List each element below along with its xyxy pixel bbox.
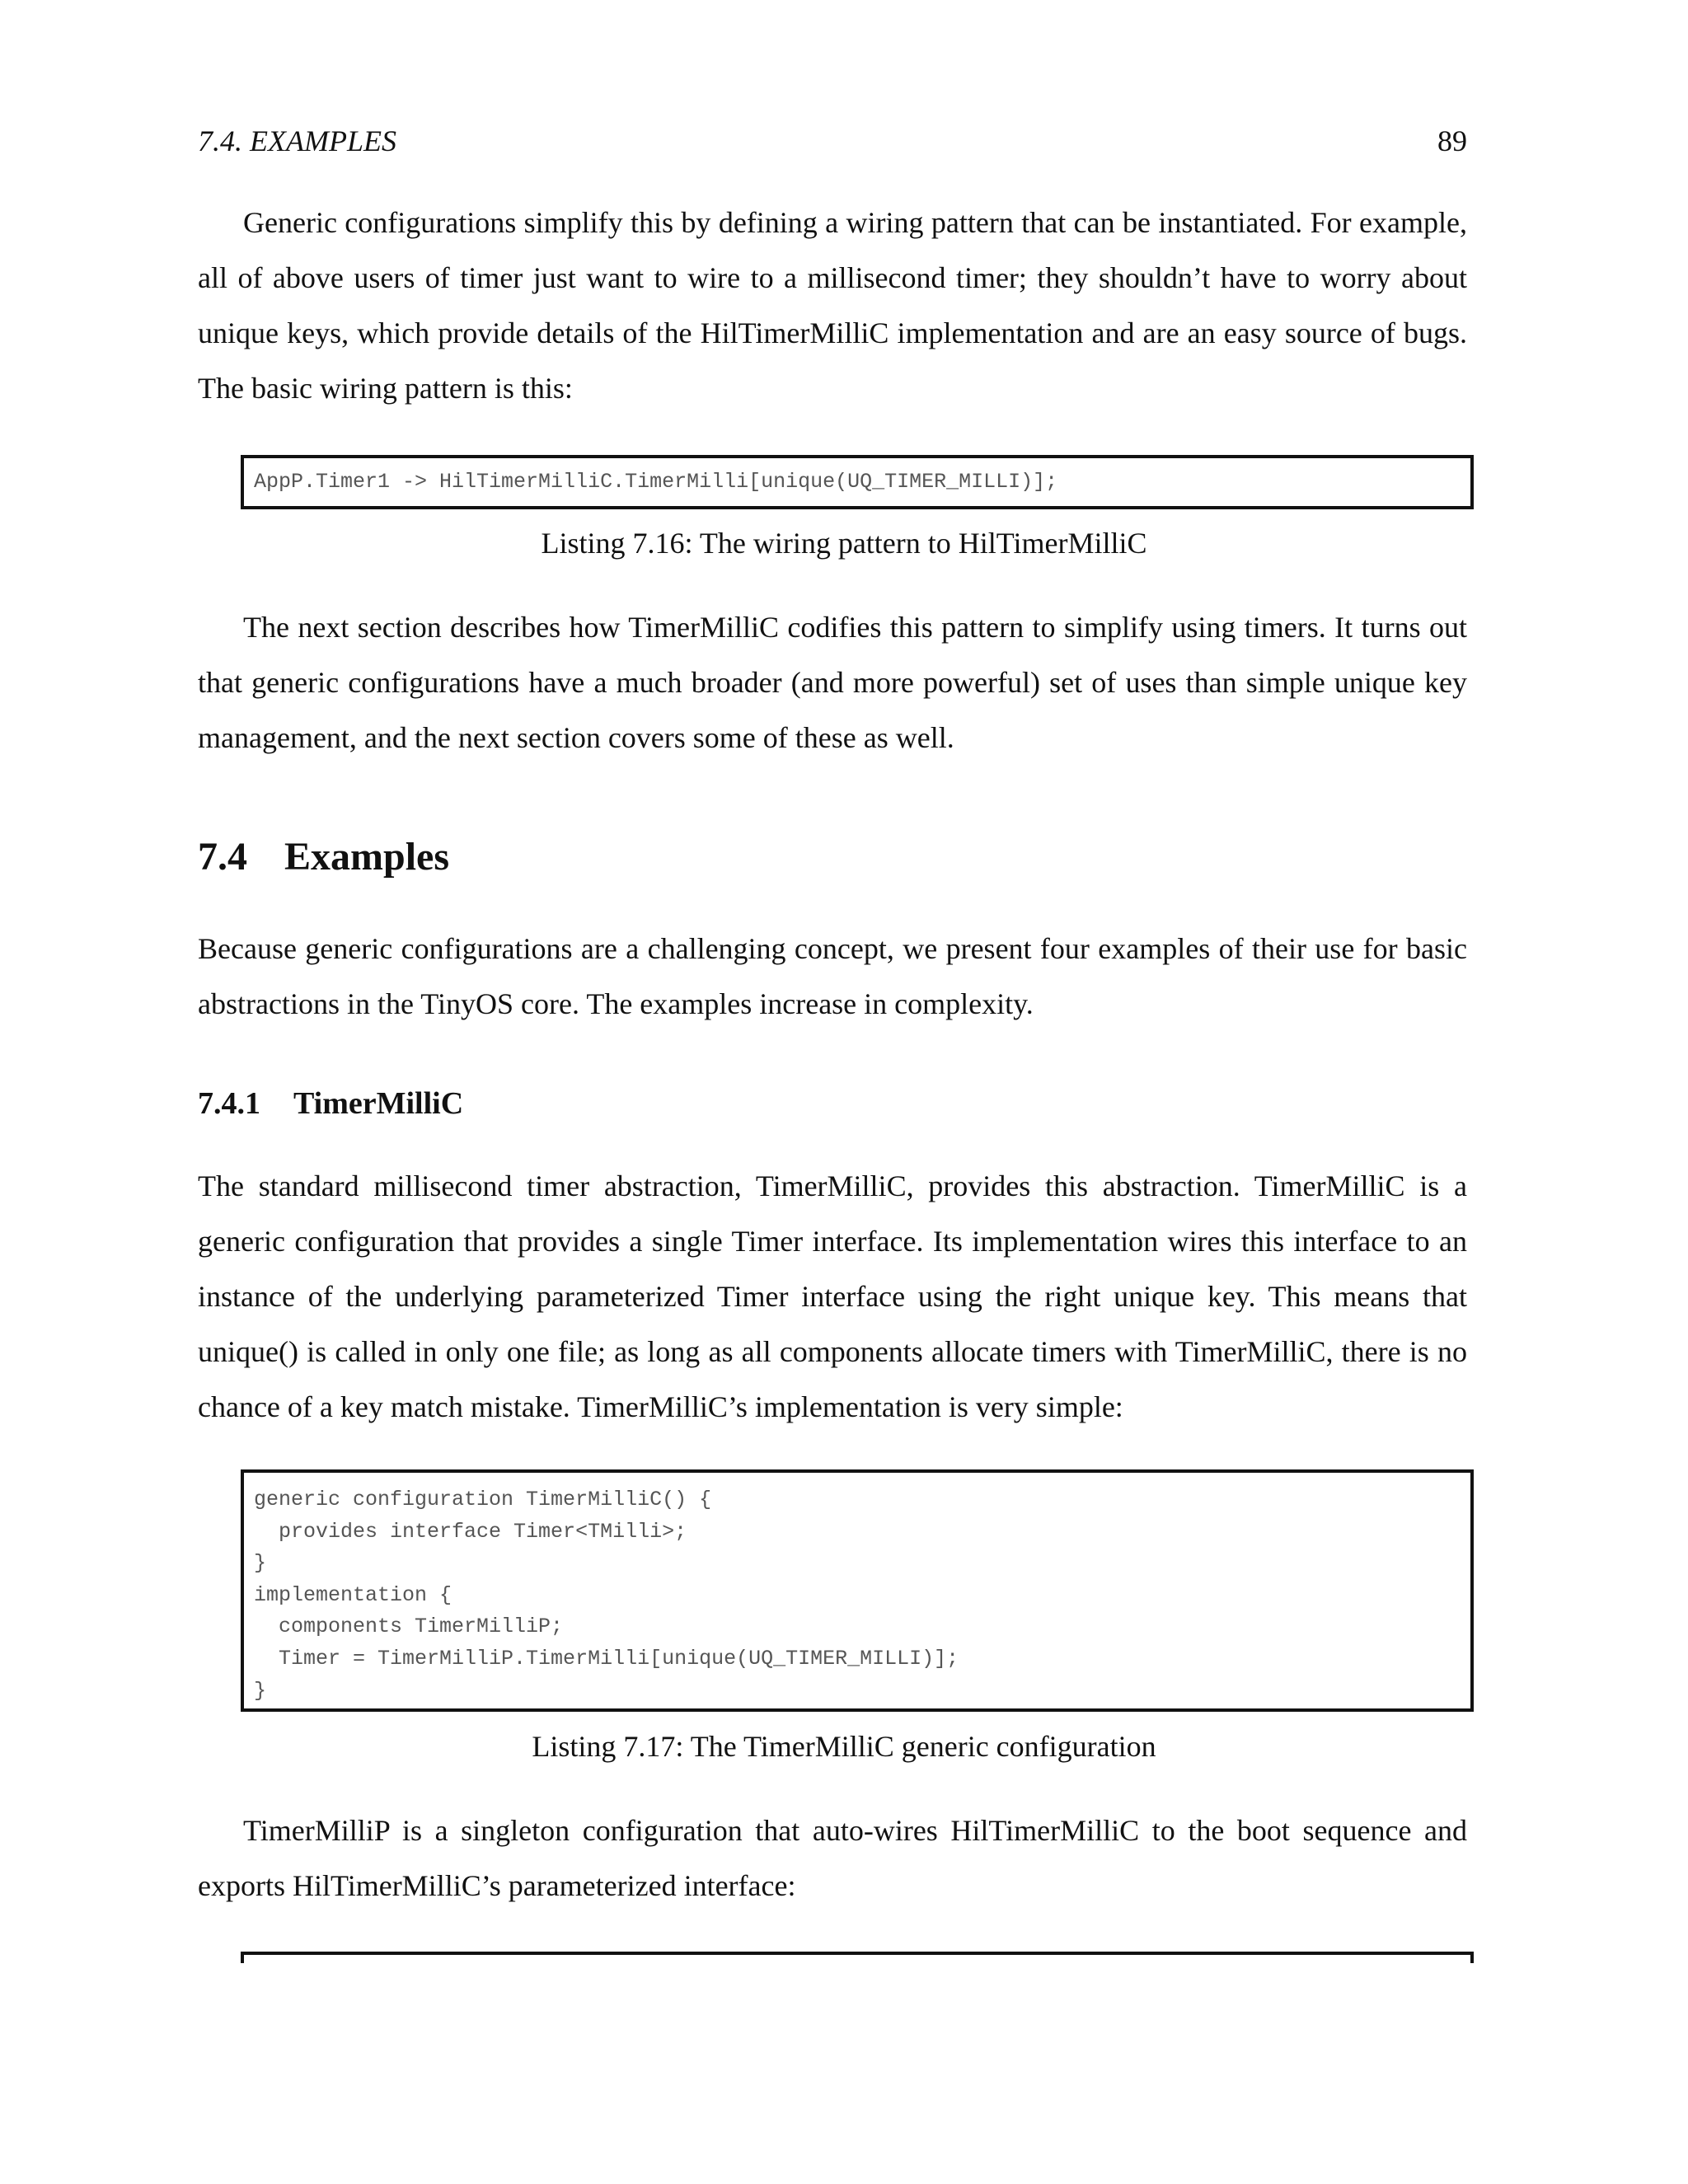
section-heading-7-4	[198, 834, 449, 879]
code-line: AppP.Timer1 -> HilTimerMilliC.TimerMilli[unique(UQ_TIMER_MILLI)];	[254, 470, 1058, 494]
section-title: Examples	[284, 835, 450, 879]
paragraph-next-section: The next section describes how TimerMilliC codifies this pattern to simplify using timers. It turns out that generic configurations have a much broader (and more powerful) set of uses than simple unique key management, and the next section covers some of these as well.	[198, 611, 1467, 754]
code-line: }	[254, 1551, 267, 1576]
code-listing-continuation	[241, 1952, 1474, 1963]
code-listing-7-16	[241, 455, 1474, 509]
code-line: provides interface Timer<TMilli>;	[254, 1519, 687, 1544]
listing-7-17-caption: Listing 7.17: The TimerMilliC generic configuration	[532, 1730, 1156, 1763]
section-number: 7.4	[198, 835, 247, 879]
code-line: }	[254, 1678, 267, 1703]
paragraph-timermillic: The standard millisecond timer abstraction, TimerMilliC, provides this abstraction. TimerMilliC is a generic configuration that provides a single Timer interface. Its implementation wires this interface to an instance of the underlying parameterized Timer interface using the right unique key. This means that unique() is called in only one file; as long as all components allocate timers with TimerMilliC, there is no chance of a key match mistake. TimerMilliC’s implementation is very simple:	[198, 1169, 1467, 1423]
header-section-title: 7.4. EXAMPLES	[198, 124, 396, 157]
subsection-heading-7-4-1	[198, 1085, 463, 1122]
running-header	[198, 124, 1467, 166]
code-listing-7-17	[241, 1469, 1474, 1712]
paragraph-examples-intro: Because generic configurations are a challenging concept, we present four examples of their use for basic abstractions in the TinyOS core. The examples increase in complexity.	[198, 932, 1467, 1020]
listing-7-16-caption: Listing 7.16: The wiring pattern to HilTimerMilliC	[541, 527, 1147, 560]
code-line: implementation {	[254, 1582, 452, 1607]
paragraph-timermillip: TimerMilliP is a singleton configuration that auto-wires HilTimerMilliC to the boot sequence and exports HilTimerMilliC’s parameterized interface:	[198, 1814, 1467, 1902]
subsection-title: TimerMilliC	[293, 1086, 464, 1121]
paragraph-generic-configurations: Generic configurations simplify this by defining a wiring pattern that can be instantiated. For example, all of above users of timer just want to wire to a millisecond timer; they shouldn’t have to worry about unique keys, which provide details of the HilTimerMilliC implementation and are an easy source of bugs. The basic wiring pattern is this:	[198, 206, 1467, 405]
code-line: Timer = TimerMilliP.TimerMilli[unique(UQ_TIMER_MILLI)];	[254, 1646, 959, 1671]
subsection-number: 7.4.1	[198, 1086, 260, 1121]
code-line: components TimerMilliP;	[254, 1615, 564, 1639]
code-line: generic configuration TimerMilliC() {	[254, 1488, 712, 1511]
page-number: 89	[1437, 124, 1467, 157]
